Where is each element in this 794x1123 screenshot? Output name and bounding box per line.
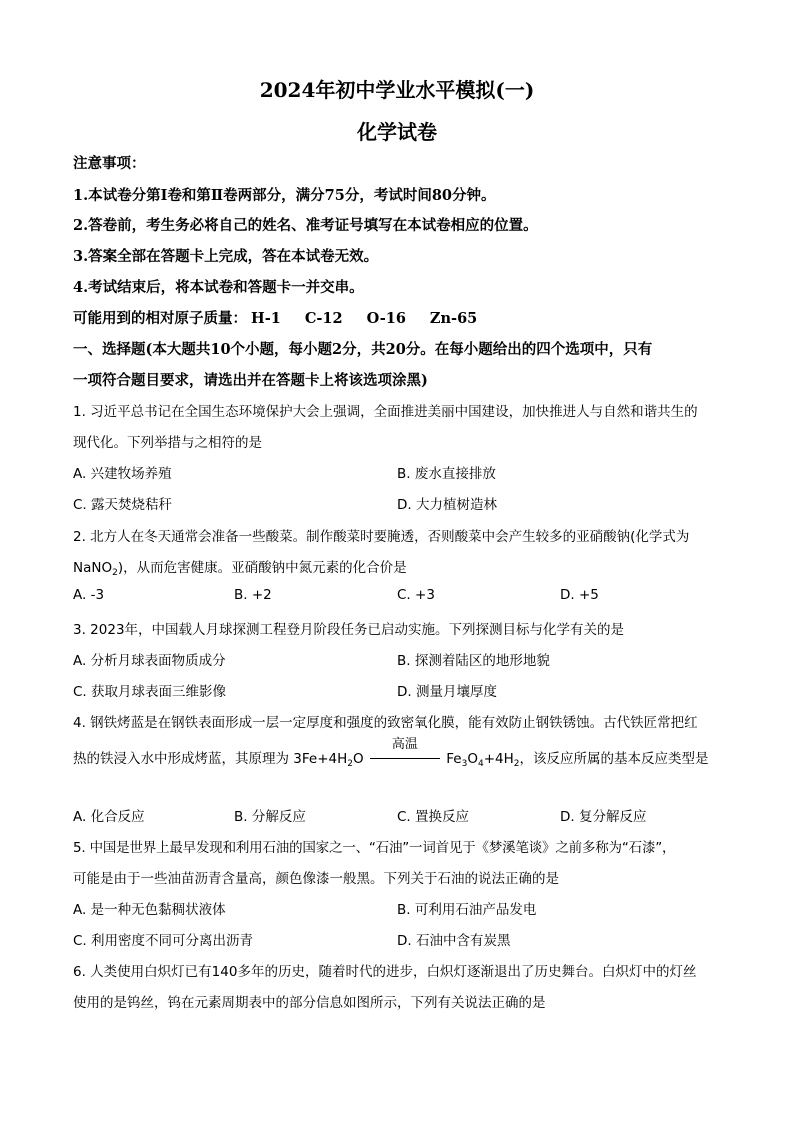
exam-subtitle: 化学试卷 [357,120,437,144]
q2-formula-subscript: 2 [112,568,118,578]
notice-item-4: 4.考试结束后，将本试卷和答题卡一并交串。 [73,279,364,296]
q2-option-d: D. +5 [560,587,599,603]
q4-product-o: O [467,751,478,767]
q4-equation-lhs: 热的铁浸入水中形成烤蓝，其原理为 3Fe+4H [73,751,348,767]
q4-equation-line [73,737,709,769]
q3-option-c: C. 获取月球表面三维影像 [73,684,227,700]
q4-equation-o: O [353,751,364,767]
q1-option-a: A. 兴建牧场养殖 [73,466,172,482]
q5-stem-line2: 可能是由于一些油苗沥青含量高，颜色像漆一般黑。下列关于石油的说法正确的是 [73,871,559,887]
q2-stem-line2 [73,556,723,578]
q2-stem-tail: )，从而危害健康。亚硝酸钠中氮元素的化合价是 [117,560,407,576]
atomic-mass-c: C-12 [304,310,343,327]
section-heading-line2: 一项符合题目要求，请选出并在答题卡上将该选项涂黑) [73,372,428,389]
q4-option-a: A. 化合反应 [73,809,145,825]
atomic-mass-line [73,307,723,328]
exam-title: 2024年初中学业水平模拟(一) [259,78,535,102]
q5-option-c: C. 利用密度不同可分离出沥青 [73,933,254,949]
atomic-mass-label: 可能用到的相对原子质量： [73,310,247,327]
section-heading-line1: 一、选择题(本大题共10个小题，每小题2分，共20分。在每小题给出的四个选项中，只有 [73,341,653,358]
q4-product-fe: Fe [446,751,462,767]
q2-stem-line1: 2. 北方人在冬天通常会准备一些酸菜。制作酸菜时要腌透，否则酸菜中会产生较多的亚硝酸钠(化学式为 [73,529,690,545]
q4-sub-h2-product: 2 [513,759,520,769]
q3-option-d: D. 测量月壤厚度 [397,684,497,700]
q1-stem-line1: 1. 习近平总书记在全国生态环境保护大会上强调，全面推进美丽中国建设，加快推进人与自然和谐共生的 [73,404,698,420]
q5-stem-line1: 5. 中国是世界上最早发现和利用石油的国家之一、“石油”一词首见于《梦溪笔谈》之前多称为“石漆”， [73,840,676,856]
q5-option-a: A. 是一种无色黏稠状液体 [73,902,226,918]
q1-option-b: B. 废水直接排放 [397,466,496,482]
notice-heading: 注意事项： [73,155,146,172]
q6-stem-line1: 6. 人类使用白炽灯已有140多年的历史，随着时代的进步，白炽灯逐渐退出了历史舞台。白炽灯中的灯丝 [73,964,697,980]
q1-option-d: D. 大力植树造林 [397,497,497,513]
q4-option-c: C. 置换反应 [397,809,470,825]
q4-product-h: +4H [483,751,514,767]
q5-option-d: D. 石油中含有炭黑 [397,933,511,949]
q2-option-b: B. +2 [234,587,272,603]
q6-stem-line2: 使用的是钨丝，钨在元素周期表中的部分信息如图所示，下列有关说法正确的是 [73,995,546,1011]
notice-item-3: 3.答案全部在答题卡上完成，答在本试卷无效。 [73,248,379,265]
notice-item-1: 1.本试卷分第Ⅰ卷和第Ⅱ卷两部分，满分75分，考试时间80分钟。 [73,187,496,204]
arrow-line [370,758,440,759]
atomic-mass-o: O-16 [366,310,406,327]
q2-option-c: C. +3 [397,587,435,603]
q1-option-c: C. 露天焚烧秸秆 [73,497,173,513]
q3-stem-line1: 3. 2023年，中国载人月球探测工程登月阶段任务已启动实施。下列探测目标与化学有关的是 [73,622,625,638]
notice-item-2: 2.答卷前，考生务必将自己的姓名、准考证号填写在本试卷相应的位置。 [73,217,538,234]
q5-option-b: B. 可利用石油产品发电 [397,902,537,918]
q2-formula: NaNO [73,560,113,576]
q4-sub-o4: 4 [477,759,484,769]
q4-stem-tail: ，该反应所属的基本反应类型是 [519,751,709,767]
q4-stem-line1: 4. 钢铁烤蓝是在钢铁表面形成一层一定厚度和强度的致密氧化膜，能有效防止钢铁锈蚀。古代铁匠常把红 [73,715,698,731]
q4-option-b: B. 分解反应 [234,809,306,825]
atomic-mass-h: H-1 [251,310,281,327]
q1-stem-line2: 现代化。下列举措与之相符的是 [73,435,262,451]
q3-option-b: B. 探测着陆区的地形地貌 [397,653,550,669]
atomic-mass-zn: Zn-65 [429,310,478,327]
reaction-condition: 高温 [391,737,418,752]
q2-option-a: A. -3 [73,587,105,603]
q4-sub-h2: 2 [347,759,353,769]
q4-option-d: D. 复分解反应 [560,809,647,825]
reaction-arrow [368,737,442,766]
q4-sub-fe3: 3 [461,759,468,769]
q3-option-a: A. 分析月球表面物质成分 [73,653,226,669]
